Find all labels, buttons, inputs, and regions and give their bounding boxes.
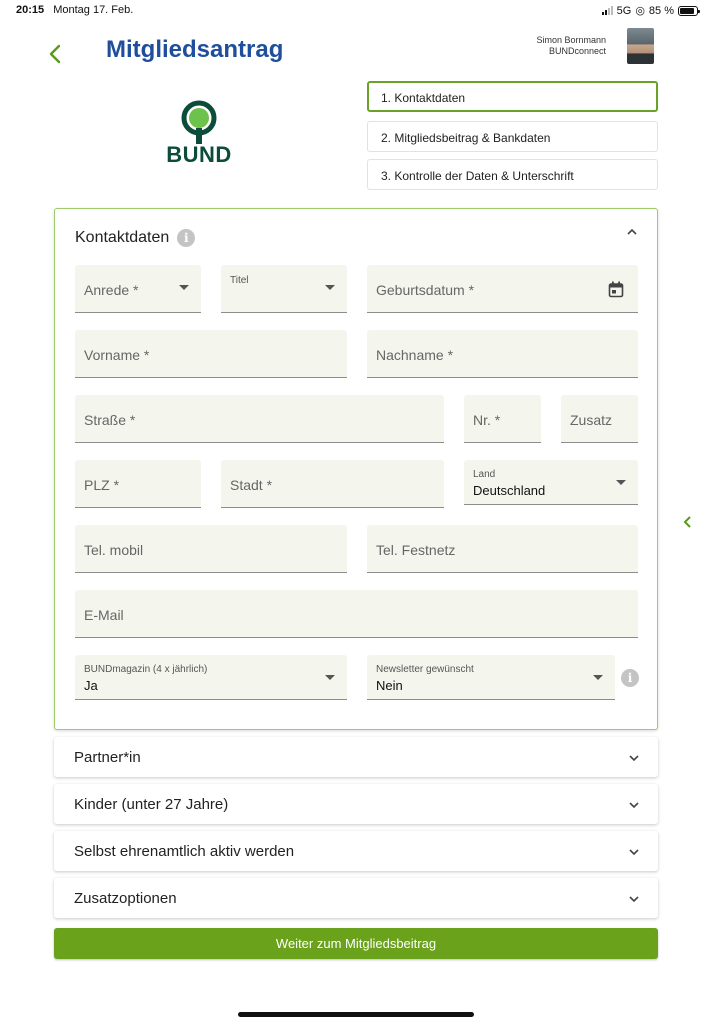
- status-left: [16, 4, 133, 16]
- strasse-field[interactable]: [75, 395, 444, 443]
- nr-placeholder: Nr. *: [473, 412, 501, 428]
- step-kontaktdaten[interactable]: 1. Kontaktdaten: [367, 81, 658, 112]
- chevron-up-icon[interactable]: [625, 225, 639, 239]
- accordion-label: Partner*in: [74, 749, 141, 766]
- bund-logo-mark-icon: [160, 100, 238, 144]
- contact-section: [54, 208, 658, 730]
- chevron-left-icon: [48, 44, 62, 64]
- anrede-select[interactable]: [75, 265, 201, 313]
- user-name: Simon Bornmann: [536, 35, 606, 45]
- accordion-ehrenamt[interactable]: [54, 831, 658, 871]
- location-icon: ◎: [635, 5, 645, 17]
- page-title: Mitgliedsantrag: [106, 36, 284, 63]
- avatar[interactable]: [627, 28, 654, 64]
- accordion-partner[interactable]: [54, 737, 658, 777]
- user-org: BUNDconnect: [548, 46, 606, 56]
- tel-festnetz-placeholder: Tel. Festnetz: [376, 542, 456, 558]
- dropdown-arrow-icon: [325, 285, 335, 290]
- tel-mobil-field[interactable]: [75, 525, 347, 573]
- back-button[interactable]: [48, 38, 72, 66]
- email-placeholder: E-Mail: [84, 607, 124, 623]
- anrede-placeholder: Anrede *: [84, 282, 139, 298]
- accordion-label: Kinder (unter 27 Jahre): [74, 796, 229, 813]
- step-mitgliedsbeitrag[interactable]: 2. Mitgliedsbeitrag & Bankdaten: [367, 121, 658, 152]
- strasse-placeholder: Straße *: [84, 412, 136, 428]
- info-icon[interactable]: i: [177, 229, 195, 247]
- land-value: Deutschland: [473, 483, 546, 498]
- status-right: [602, 4, 698, 17]
- titel-select[interactable]: [221, 265, 347, 313]
- continue-button[interactable]: Weiter zum Mitgliedsbeitrag: [54, 928, 658, 959]
- plz-field[interactable]: [75, 460, 201, 508]
- bundmagazin-label: BUNDmagazin (4 x jährlich): [84, 664, 208, 675]
- nachname-placeholder: Nachname *: [376, 347, 454, 363]
- logo-text: BUND: [166, 142, 232, 167]
- bund-logo: [160, 100, 238, 166]
- section-header: [75, 229, 195, 247]
- geburtsdatum-placeholder: Geburtsdatum *: [376, 282, 475, 298]
- newsletter-label: Newsletter gewünscht: [376, 664, 474, 675]
- land-select[interactable]: [464, 460, 638, 505]
- dropdown-arrow-icon: [593, 675, 603, 680]
- newsletter-info-icon[interactable]: i: [621, 669, 639, 687]
- vorname-field[interactable]: [75, 330, 347, 378]
- newsletter-value: Nein: [376, 678, 403, 693]
- step-kontrolle[interactable]: 3. Kontrolle der Daten & Unterschrift: [367, 159, 658, 190]
- chevron-down-icon: [628, 752, 640, 764]
- tel-mobil-placeholder: Tel. mobil: [84, 542, 144, 558]
- zusatz-placeholder: Zusatz: [570, 412, 613, 428]
- accordion-zusatzoptionen[interactable]: [54, 878, 658, 918]
- vorname-placeholder: Vorname *: [84, 347, 150, 363]
- battery-icon: [678, 6, 698, 16]
- hausnummer-field[interactable]: [464, 395, 541, 443]
- email-field[interactable]: [75, 590, 638, 638]
- network-type: 5G: [616, 4, 632, 17]
- status-date: Montag 17. Feb.: [53, 4, 134, 16]
- stadt-placeholder: Stadt *: [230, 477, 273, 493]
- bundmagazin-select[interactable]: [75, 655, 347, 700]
- dropdown-arrow-icon: [179, 285, 189, 290]
- land-label: Land: [473, 469, 496, 480]
- dropdown-arrow-icon: [325, 675, 335, 680]
- nachname-field[interactable]: [367, 330, 638, 378]
- zusatz-field[interactable]: [561, 395, 638, 443]
- accordion-label: Selbst ehrenamtlich aktiv werden: [74, 843, 295, 860]
- newsletter-select[interactable]: [367, 655, 615, 700]
- calendar-icon[interactable]: [608, 281, 624, 298]
- chevron-down-icon: [628, 799, 640, 811]
- battery-percent: 85 %: [648, 4, 674, 17]
- tel-festnetz-field[interactable]: [367, 525, 638, 573]
- dropdown-arrow-icon: [616, 480, 626, 485]
- cellular-signal-icon: [602, 6, 613, 15]
- chevron-down-icon: [628, 893, 640, 905]
- titel-label: Titel: [230, 275, 249, 286]
- section-title: Kontaktdaten: [75, 229, 170, 246]
- bundmagazin-value: Ja: [84, 678, 98, 693]
- side-panel-chevron-left-icon[interactable]: [682, 514, 692, 530]
- plz-placeholder: PLZ *: [84, 477, 120, 493]
- user-info[interactable]: [536, 35, 606, 57]
- geburtsdatum-field[interactable]: [367, 265, 638, 313]
- stadt-field[interactable]: [221, 460, 444, 508]
- home-indicator[interactable]: [238, 1012, 474, 1017]
- accordion-kinder[interactable]: [54, 784, 658, 824]
- status-bar: [0, 0, 712, 20]
- status-time: 20:15: [16, 4, 45, 16]
- chevron-down-icon: [628, 846, 640, 858]
- accordion-label: Zusatzoptionen: [74, 890, 177, 907]
